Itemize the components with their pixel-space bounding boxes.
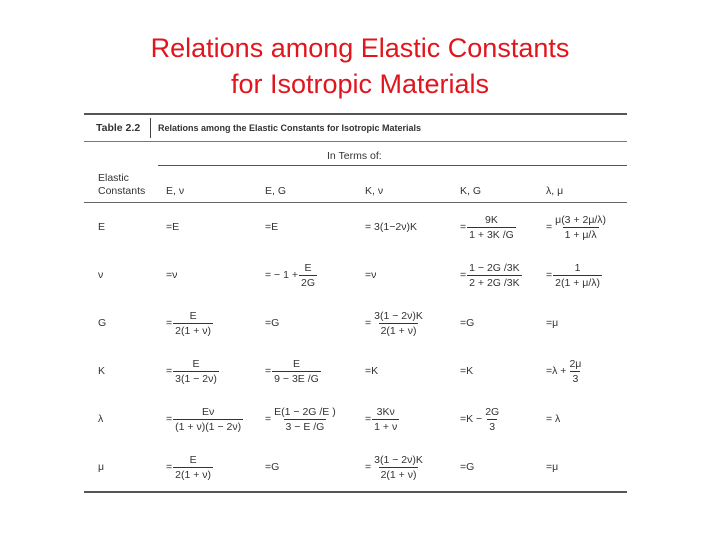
fraction bbox=[173, 406, 243, 433]
formula-prefix: = bbox=[166, 317, 173, 329]
table-caption-bar bbox=[84, 113, 627, 142]
fraction-denominator: 3 − E /G bbox=[285, 420, 325, 433]
formula-prefix: = bbox=[365, 461, 372, 473]
fraction bbox=[483, 406, 501, 433]
formula bbox=[365, 221, 417, 233]
formula-prefix: =G bbox=[460, 461, 475, 473]
fraction-denominator: (1 + ν)(1 − 2ν) bbox=[175, 420, 242, 433]
fraction-denominator: 3(1 − 2ν) bbox=[175, 372, 217, 385]
cell-e-g bbox=[265, 395, 339, 443]
formula-prefix: = bbox=[265, 365, 272, 377]
fraction-numerator: 2μ bbox=[569, 357, 582, 370]
header-col-e-nu: E, ν bbox=[166, 185, 185, 197]
formula-prefix: = bbox=[365, 317, 372, 329]
formula bbox=[166, 454, 214, 481]
cell-k-g bbox=[460, 395, 502, 443]
table-label: Table 2.2 bbox=[96, 122, 141, 134]
header-elastic-line-2: Constants bbox=[98, 185, 146, 197]
formula bbox=[265, 461, 279, 473]
formula-prefix: =K bbox=[460, 365, 474, 377]
elastic-constants-table bbox=[84, 113, 627, 493]
fraction bbox=[553, 214, 608, 241]
formula-prefix: =E bbox=[166, 221, 180, 233]
formula bbox=[546, 413, 560, 425]
table-row bbox=[84, 251, 627, 299]
fraction-denominator: 2(1 + ν) bbox=[175, 468, 212, 481]
formula bbox=[265, 262, 318, 289]
fraction-numerator: 1 − 2G /3K bbox=[469, 261, 520, 274]
formula bbox=[265, 221, 278, 233]
formula bbox=[546, 317, 558, 329]
fraction bbox=[467, 214, 516, 241]
cell-e-g bbox=[265, 299, 279, 347]
table-header-row bbox=[84, 166, 627, 203]
table-row bbox=[84, 443, 627, 493]
fraction-numerator: 3(1 − 2ν)K bbox=[374, 309, 423, 322]
formula bbox=[546, 214, 609, 241]
fraction-denominator: 1 + 3K /G bbox=[469, 228, 514, 241]
header-col-e-g: E, G bbox=[265, 185, 287, 197]
fraction bbox=[567, 358, 583, 385]
fraction-numerator: E bbox=[292, 357, 300, 370]
formula-prefix: =G bbox=[265, 317, 280, 329]
table-body bbox=[84, 203, 627, 493]
formula bbox=[460, 317, 474, 329]
formula bbox=[365, 310, 426, 337]
cell-e-nu bbox=[166, 299, 214, 347]
in-terms-of-row bbox=[84, 142, 627, 166]
cell-k-g bbox=[460, 251, 523, 299]
formula-prefix: =μ bbox=[546, 461, 559, 473]
cell-k-nu bbox=[365, 347, 378, 395]
formula-prefix: = bbox=[546, 221, 553, 233]
cell-lambda-mu bbox=[546, 251, 603, 299]
formula bbox=[166, 406, 244, 433]
table-row bbox=[84, 395, 627, 443]
fraction-numerator: E bbox=[189, 309, 197, 322]
fraction-numerator: E(1 − 2G /E ) bbox=[274, 405, 336, 418]
header-col-lambda-mu: λ, μ bbox=[546, 185, 564, 197]
fraction-numerator: Eν bbox=[201, 405, 215, 418]
fraction-denominator: 2G bbox=[301, 276, 316, 289]
fraction-numerator: E bbox=[192, 357, 200, 370]
cell-lambda-mu bbox=[546, 443, 558, 491]
header-col-k-g: K, G bbox=[460, 185, 482, 197]
formula bbox=[460, 262, 523, 289]
row-label: ν bbox=[98, 269, 104, 281]
table-row bbox=[84, 299, 627, 347]
cell-lambda-mu bbox=[546, 347, 584, 395]
formula-prefix: = bbox=[546, 269, 553, 281]
cell-k-nu bbox=[365, 251, 376, 299]
fraction-denominator: 1 + μ/λ bbox=[564, 228, 597, 241]
formula-prefix: = bbox=[166, 365, 173, 377]
row-label: μ bbox=[98, 461, 105, 473]
formula-prefix: =E bbox=[265, 221, 279, 233]
formula bbox=[365, 269, 376, 281]
fraction bbox=[299, 262, 317, 289]
formula bbox=[460, 214, 517, 241]
formula bbox=[166, 269, 177, 281]
cell-e-g bbox=[265, 347, 322, 395]
cell-k-g bbox=[460, 203, 517, 251]
formula-prefix: = λ bbox=[546, 413, 561, 425]
cell-k-nu bbox=[365, 395, 400, 443]
header-elastic-constants bbox=[98, 172, 145, 198]
fraction-numerator: 2G bbox=[485, 405, 500, 418]
formula bbox=[546, 358, 584, 385]
cell-k-nu bbox=[365, 203, 417, 251]
formula bbox=[166, 221, 179, 233]
cell-e-g bbox=[265, 203, 278, 251]
header-col-k-nu: K, ν bbox=[365, 185, 384, 197]
formula bbox=[546, 262, 603, 289]
fraction bbox=[467, 262, 522, 289]
formula-prefix: = bbox=[460, 269, 467, 281]
fraction bbox=[553, 262, 602, 289]
caption-divider bbox=[150, 118, 151, 138]
table-row bbox=[84, 203, 627, 251]
fraction bbox=[272, 358, 321, 385]
fraction bbox=[372, 406, 399, 433]
formula bbox=[365, 454, 426, 481]
fraction bbox=[173, 454, 213, 481]
header-elastic-line-1: Elastic bbox=[98, 172, 129, 184]
fraction-denominator: 2 + 2G /3K bbox=[469, 276, 520, 289]
formula bbox=[460, 365, 473, 377]
fraction-denominator: 2(1 + ν) bbox=[380, 324, 417, 337]
fraction bbox=[272, 406, 338, 433]
cell-e-nu bbox=[166, 203, 179, 251]
formula bbox=[546, 461, 558, 473]
fraction-numerator: 3Kν bbox=[376, 405, 395, 418]
fraction-denominator: 3 bbox=[489, 420, 496, 433]
formula-prefix: = bbox=[265, 413, 272, 425]
cell-lambda-mu bbox=[546, 395, 560, 443]
cell-e-nu bbox=[166, 395, 244, 443]
slide-title bbox=[0, 30, 720, 102]
cell-lambda-mu bbox=[546, 299, 558, 347]
formula-prefix: =G bbox=[460, 317, 475, 329]
fraction-numerator: E bbox=[304, 261, 312, 274]
formula-prefix: = − 1 + bbox=[265, 269, 298, 281]
fraction-numerator: μ(3 + 2μ/λ) bbox=[555, 213, 607, 226]
formula bbox=[166, 310, 214, 337]
cell-k-g bbox=[460, 347, 473, 395]
fraction-numerator: 9K bbox=[485, 213, 498, 226]
formula-prefix: =K bbox=[365, 365, 379, 377]
row-label: E bbox=[98, 221, 106, 233]
formula bbox=[460, 461, 474, 473]
fraction-denominator: 1 + ν bbox=[374, 420, 398, 433]
formula-prefix: = bbox=[166, 461, 173, 473]
cell-k-nu bbox=[365, 443, 426, 491]
fraction-denominator: 2(1 + μ/λ) bbox=[555, 276, 600, 289]
cell-lambda-mu bbox=[546, 203, 609, 251]
fraction-numerator: 1 bbox=[574, 261, 581, 274]
fraction-numerator: 3(1 − 2ν)K bbox=[374, 453, 423, 466]
table-caption: Relations among the Elastic Constants for Isotropic Materials bbox=[158, 123, 422, 133]
cell-k-g bbox=[460, 299, 474, 347]
fraction-numerator: E bbox=[189, 453, 197, 466]
cell-e-g bbox=[265, 443, 279, 491]
row-label: λ bbox=[98, 413, 104, 425]
fraction bbox=[173, 310, 213, 337]
fraction-denominator: 2(1 + ν) bbox=[175, 324, 212, 337]
formula bbox=[365, 365, 378, 377]
formula-prefix: = bbox=[460, 221, 467, 233]
fraction bbox=[372, 454, 425, 481]
cell-e-nu bbox=[166, 443, 214, 491]
fraction-denominator: 9 − 3E /G bbox=[274, 372, 319, 385]
table-row bbox=[84, 347, 627, 395]
slide-title-line-1: Relations among Elastic Constants bbox=[150, 33, 570, 63]
fraction bbox=[372, 310, 425, 337]
formula-prefix: = bbox=[365, 413, 372, 425]
formula-prefix: =G bbox=[265, 461, 280, 473]
fraction-denominator: 3 bbox=[572, 372, 579, 385]
cell-e-g bbox=[265, 251, 318, 299]
row-label: K bbox=[98, 365, 106, 377]
formula-prefix: =ν bbox=[365, 269, 377, 281]
formula-prefix: =K − bbox=[460, 413, 483, 425]
formula bbox=[265, 358, 322, 385]
fraction bbox=[173, 358, 219, 385]
fraction-denominator: 2(1 + ν) bbox=[380, 468, 417, 481]
formula-prefix: =λ + bbox=[546, 365, 567, 377]
row-label: G bbox=[98, 317, 107, 329]
formula bbox=[365, 406, 400, 433]
formula bbox=[460, 406, 502, 433]
cell-k-nu bbox=[365, 299, 426, 347]
formula bbox=[166, 358, 220, 385]
cell-k-g bbox=[460, 443, 474, 491]
cell-e-nu bbox=[166, 251, 177, 299]
formula-prefix: =ν bbox=[166, 269, 178, 281]
formula bbox=[265, 406, 339, 433]
formula bbox=[265, 317, 279, 329]
formula-prefix: = bbox=[166, 413, 173, 425]
cell-e-nu bbox=[166, 347, 220, 395]
formula-prefix: = 3(1−2ν)K bbox=[365, 221, 417, 233]
formula-prefix: =μ bbox=[546, 317, 559, 329]
slide-title-line-2: for Isotropic Materials bbox=[230, 69, 490, 99]
in-terms-of-label: In Terms of: bbox=[327, 150, 382, 162]
